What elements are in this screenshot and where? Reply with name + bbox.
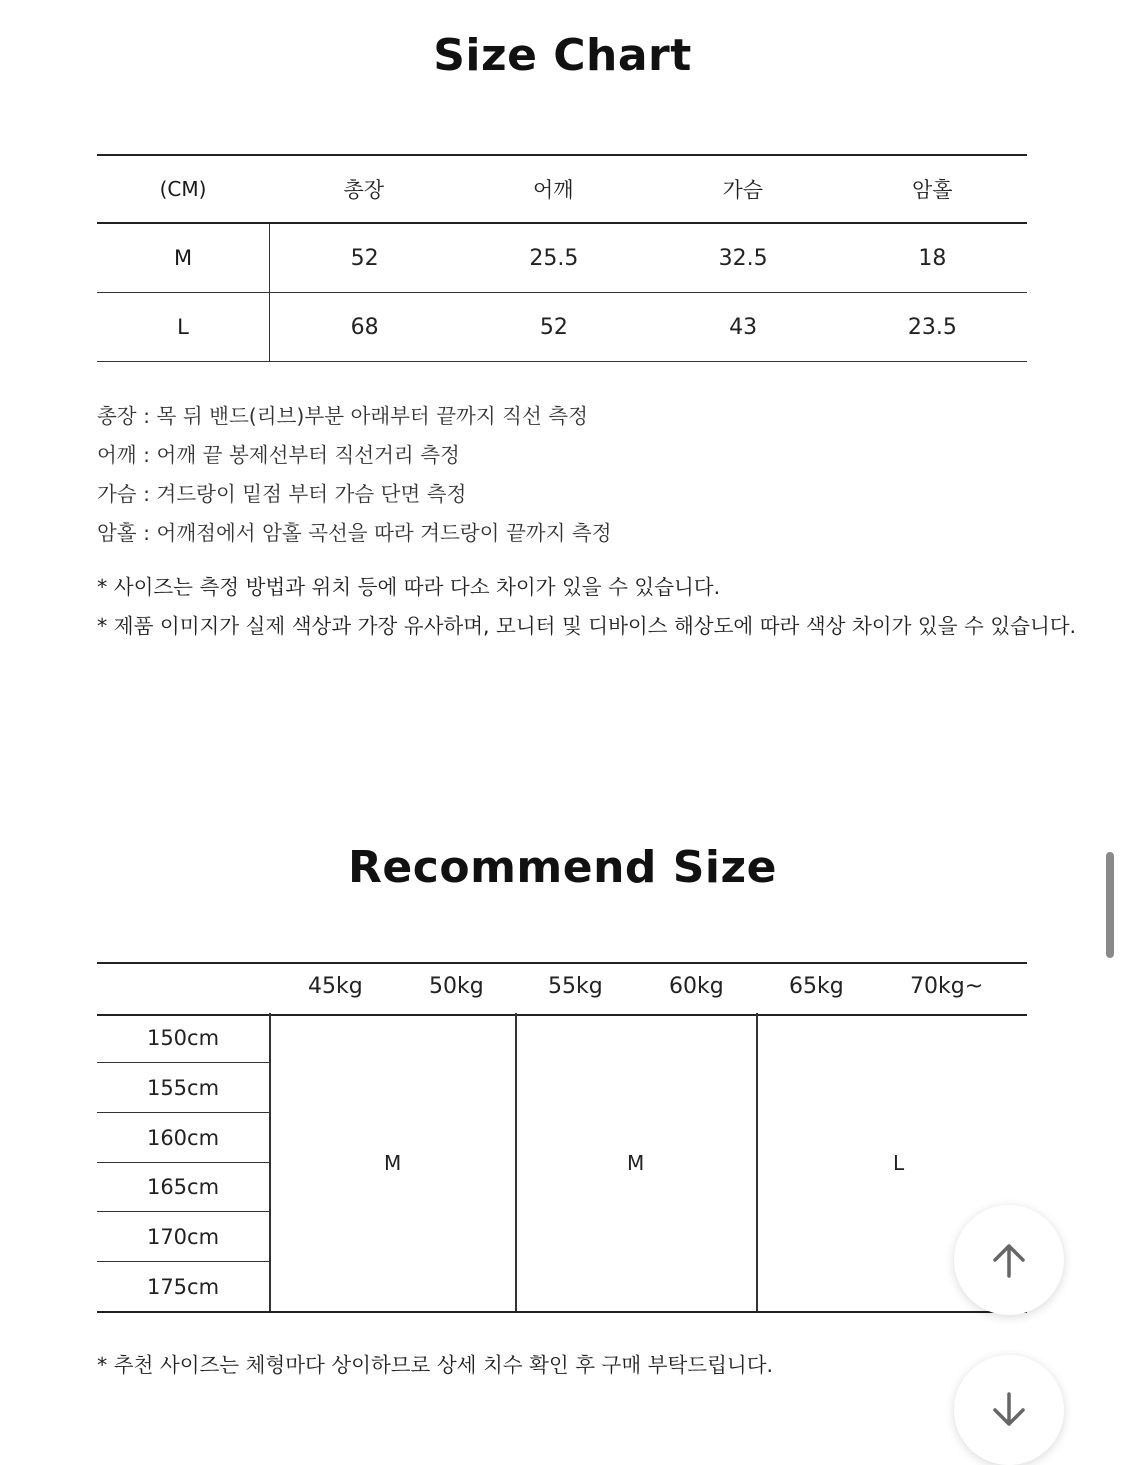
height-label: 150cm [97, 1013, 269, 1063]
weight-label: 55kg [548, 974, 603, 999]
height-label: 165cm [97, 1162, 269, 1212]
measurement-notes [97, 397, 612, 553]
arrow-up-icon [987, 1238, 1031, 1282]
column-divider [515, 1013, 517, 1311]
column-divider [756, 1013, 758, 1311]
weight-label: 60kg [669, 974, 724, 999]
column-divider [269, 1013, 271, 1311]
scrollbar[interactable] [1106, 852, 1114, 958]
size-chart-header-row [97, 156, 1027, 224]
table-cell: 23.5 [907, 314, 957, 340]
weight-label: 70kg~ [910, 974, 984, 999]
header-chest: 가슴 [722, 178, 764, 202]
table-cell: 52 [539, 314, 568, 340]
size-label: M [97, 224, 270, 292]
note-line: 암홀 : 어깨점에서 암홀 곡선을 따라 겨드랑이 끝까지 측정 [97, 521, 612, 545]
scroll-top-button[interactable] [954, 1205, 1064, 1315]
table-cell: 52 [350, 245, 379, 271]
recommend-note: * 추천 사이즈는 체형마다 상이하므로 상세 치수 확인 후 구매 부탁드립니다. [97, 1353, 774, 1377]
size-label: L [97, 293, 270, 361]
weight-label: 45kg [308, 974, 363, 999]
scroll-bottom-button[interactable] [954, 1355, 1064, 1465]
note-line: * 제품 이미지가 실제 색상과 가장 유사하며, 모니터 및 디바이스 해상도에 따라 색상 차이가 있을 수 있습니다. [97, 614, 1077, 638]
height-label: 175cm [146, 1274, 220, 1299]
size-chart-title: Size Chart [433, 30, 692, 81]
recommended-size: L [893, 1151, 905, 1175]
note-line: 어깨 : 어깨 끝 봉제선부터 직선거리 측정 [97, 443, 460, 467]
table-row [97, 224, 1027, 293]
table-cell: 25.5 [529, 245, 579, 271]
header-armhole: 암홀 [911, 178, 953, 202]
recommend-weight-header [97, 962, 1027, 1016]
header-shoulder: 어깨 [532, 178, 574, 202]
note-line: 총장 : 목 뒤 밴드(리브)부분 아래부터 끝까지 직선 측정 [97, 404, 588, 428]
recommend-size-title: Recommend Size [348, 842, 777, 893]
table-cell: 43 [729, 314, 758, 340]
note-line: * 사이즈는 측정 방법과 위치 등에 따라 다소 차이가 있을 수 있습니다. [97, 575, 721, 599]
note-line: 가슴 : 겨드랑이 밑점 부터 가슴 단면 측정 [97, 482, 467, 506]
recommended-size: M [627, 1151, 645, 1175]
table-row [97, 293, 1027, 362]
weight-label: 65kg [789, 974, 844, 999]
arrow-down-icon [987, 1388, 1031, 1432]
height-label: 155cm [97, 1063, 269, 1113]
size-chart-table [97, 154, 1027, 362]
recommend-size-table [97, 1013, 1027, 1313]
header-length: 총장 [343, 178, 385, 202]
recommended-size: M [384, 1151, 402, 1175]
height-label: 170cm [97, 1212, 269, 1262]
table-cell: 18 [918, 245, 947, 271]
table-cell: 68 [350, 314, 379, 340]
table-cell: 32.5 [718, 245, 768, 271]
size-disclaimer-notes [97, 568, 1076, 646]
weight-label: 50kg [429, 974, 484, 999]
header-unit: (CM) [159, 177, 207, 201]
height-label: 160cm [97, 1113, 269, 1163]
